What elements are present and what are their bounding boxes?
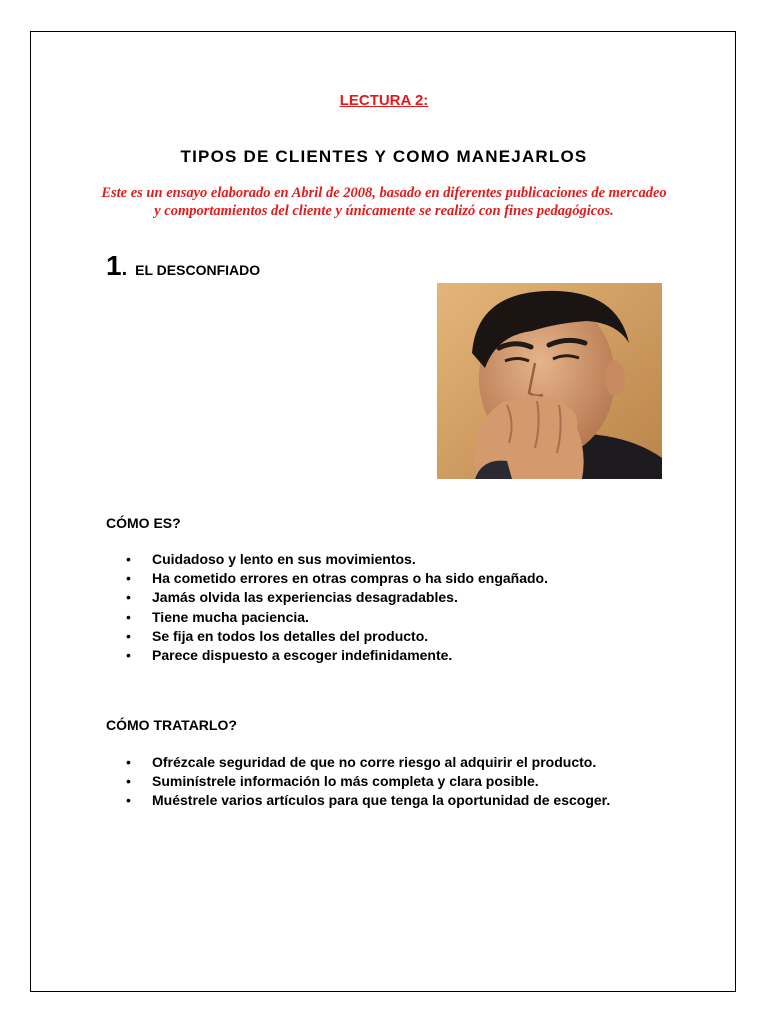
list-item: • Cuidadoso y lento en sus movimientos. [126, 550, 548, 569]
section-number-dot: . [121, 258, 128, 280]
section-heading [106, 250, 260, 282]
list-item: • Suminístrele información lo más completa y clara posible. [126, 772, 610, 791]
como-es-heading: CÓMO ES? [106, 515, 181, 531]
list-item: • Tiene mucha paciencia. [126, 608, 548, 627]
list-item: • Jamás olvida las experiencias desagradables. [126, 588, 548, 607]
list-item: • Parece dispuesto a escoger indefinidamente. [126, 646, 548, 665]
como-tratarlo-heading: CÓMO TRATARLO? [106, 717, 237, 733]
section-title: EL DESCONFIADO [135, 262, 261, 278]
como-es-list [126, 550, 548, 665]
list-item: • Ofrézcale seguridad de que no corre riesgo al adquirir el producto. [126, 753, 610, 772]
list-item: • Muéstrele varios artículos para que tenga la oportunidad de escoger. [126, 791, 610, 810]
list-item: • Se fija en todos los detalles del producto. [126, 627, 548, 646]
client-photo [437, 283, 662, 479]
intro-paragraph: Este es un ensayo elaborado en Abril de 2008, basado en diferentes publicaciones de mercadeo y comportamientos del cliente y únicamente se realizó con fines pedagógicos. [101, 185, 667, 219]
como-tratarlo-list [126, 753, 610, 811]
list-item: • Ha cometido errores en otras compras o ha sido engañado. [126, 569, 548, 588]
section-number: 1 [106, 250, 122, 281]
page-border [30, 31, 736, 992]
page-title: TIPOS DE CLIENTES Y COMO MANEJARLOS [180, 147, 588, 166]
man-thinking-illustration [437, 283, 662, 479]
lectura-label: LECTURA 2: [339, 92, 429, 109]
